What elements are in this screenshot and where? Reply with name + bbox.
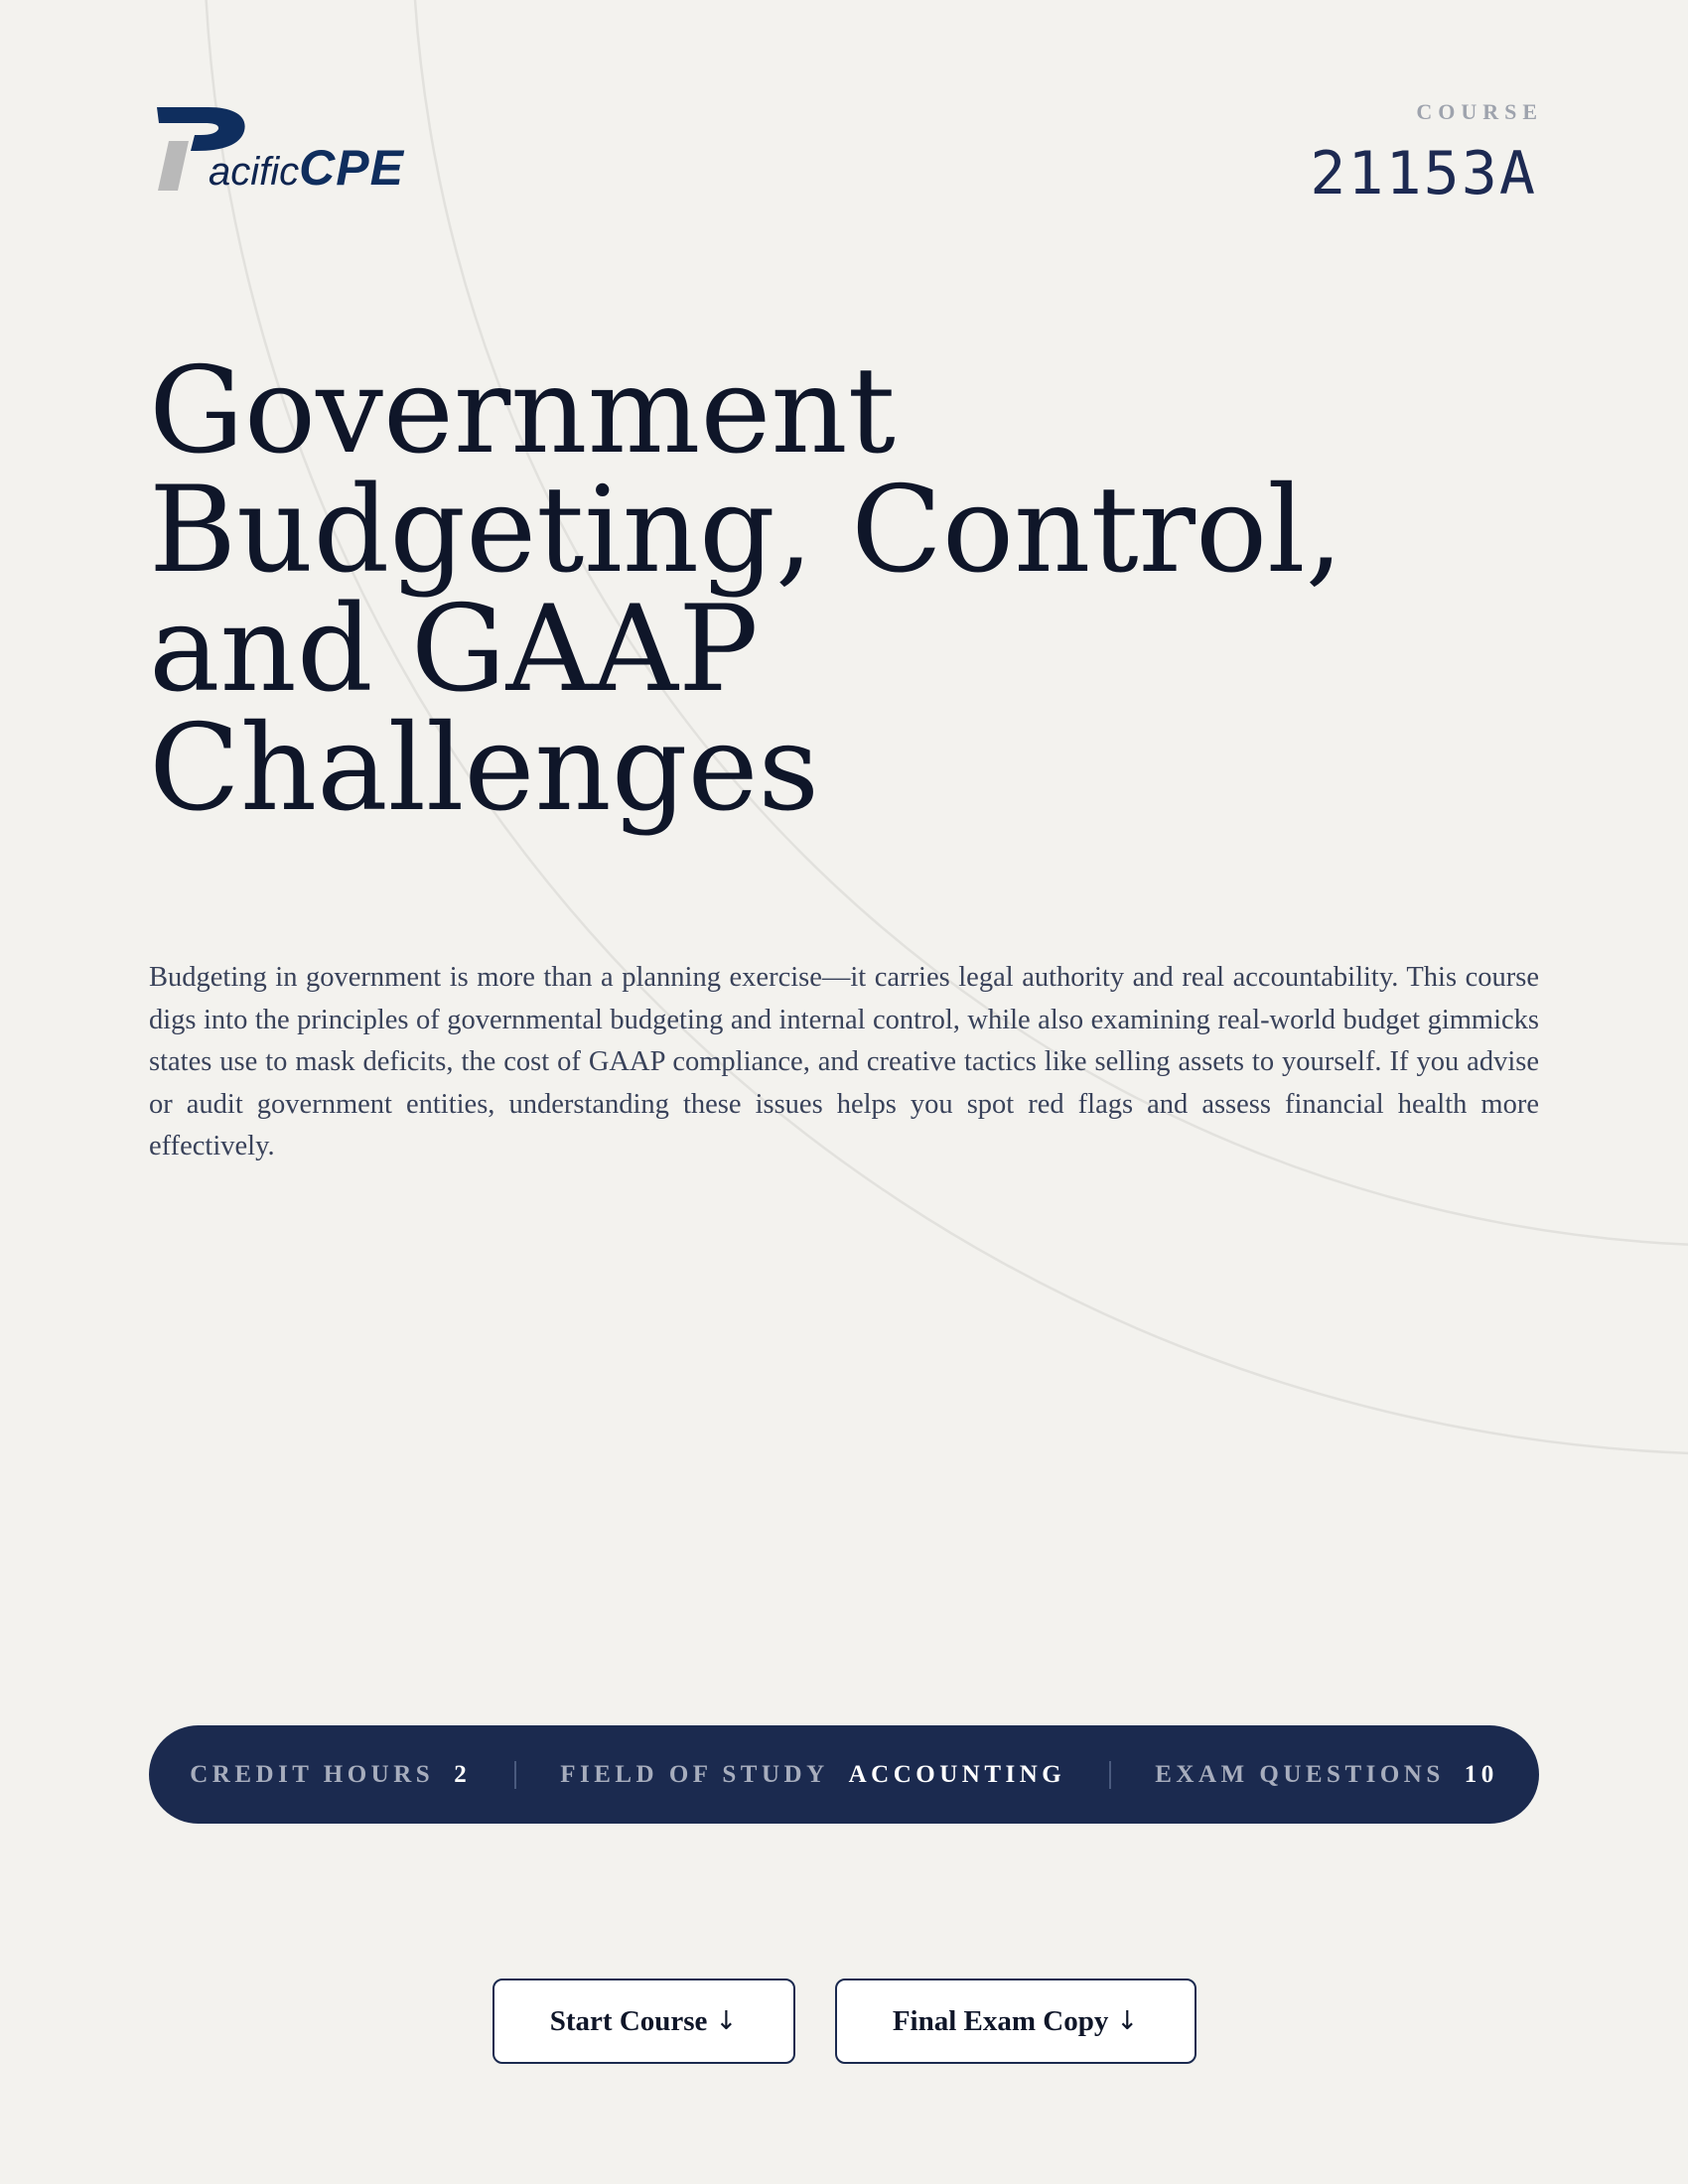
field-of-study <box>560 1761 1065 1789</box>
field-of-study-label: FIELD OF STUDY <box>560 1760 829 1788</box>
page-title <box>149 342 1539 838</box>
credit-hours-value: 2 <box>454 1760 472 1788</box>
course-number: 21153A <box>1310 139 1537 208</box>
exam-questions <box>1155 1761 1498 1789</box>
divider <box>1109 1761 1111 1789</box>
start-course-button[interactable] <box>492 1979 795 2064</box>
field-of-study-value: ACCOUNTING <box>848 1760 1066 1788</box>
course-info-bar <box>149 1725 1539 1824</box>
title-line: Challenges <box>149 700 820 838</box>
arrow-down-icon: ↓ <box>1116 2006 1139 2036</box>
logo-text-cpe: CPE <box>299 140 404 196</box>
course-description: Budgeting in government is more than a planning exercise—it carries legal authority and real accountability. This course digs into the principles of governmental budgeting and internal control, while also examining real-world budget gimmicks states use to mask deficits, the cost of GAAP compliance, and creative tactics like selling assets to yourself. If you advise or audit government entities, understanding these issues helps you spot red flags and assess financial health more effectively. <box>149 962 1539 1161</box>
divider <box>514 1761 516 1789</box>
title-line: Budgeting, Control, <box>149 462 1343 600</box>
title-line: and GAAP <box>149 581 759 719</box>
start-course-label: Start Course <box>549 2004 708 2037</box>
title-line: Government <box>149 342 896 480</box>
course-label: COURSE <box>1416 99 1543 124</box>
credit-hours-label: CREDIT HOURS <box>190 1760 435 1788</box>
credit-hours <box>190 1761 471 1789</box>
exam-questions-value: 10 <box>1464 1760 1498 1788</box>
logo-text-pacific: acific <box>209 150 300 194</box>
pacific-cpe-logo[interactable] <box>149 105 407 201</box>
final-exam-copy-button[interactable] <box>835 1979 1196 2064</box>
arrow-down-icon: ↓ <box>715 2006 738 2036</box>
course-info <box>1310 99 1543 208</box>
action-buttons <box>0 1979 1688 2064</box>
final-exam-copy-label: Final Exam Copy <box>892 2004 1109 2037</box>
exam-questions-label: EXAM QUESTIONS <box>1155 1760 1445 1788</box>
